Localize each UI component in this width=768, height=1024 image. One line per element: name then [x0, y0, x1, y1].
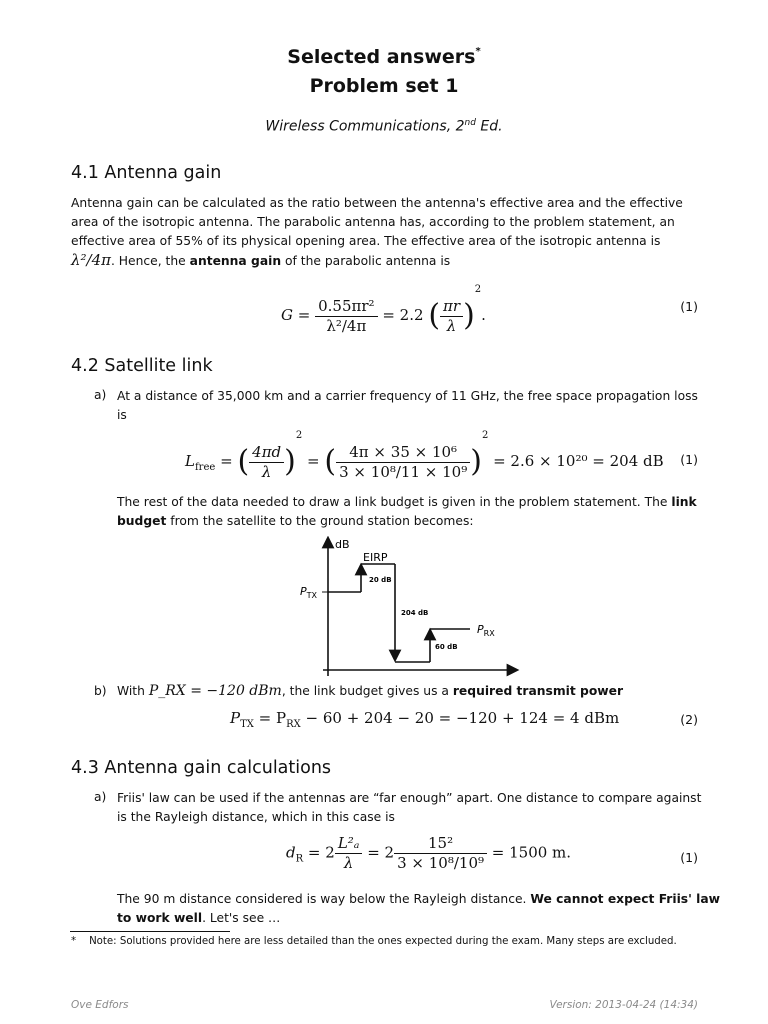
equation-number: (1)	[680, 850, 698, 865]
footnote-text: Note: Solutions provided here are less detailed than the ones expected during the exam. Many steps are excluded.	[89, 936, 677, 947]
transmit-power-equation: $P_{TX} = P_{RX} - 60 + 204 - 20 = -120 + 124 = 4$ dBm	[230, 709, 620, 730]
section-heading-4-3: 4.3 Antenna gain calculations	[71, 758, 332, 778]
section-4-2-b-text: With P_RX = −120 dBm, the link budget gives us a required transmit power	[117, 683, 624, 699]
rayleigh-distance-equation: $d_R = 2$ $\frac{\text{L²ₐ}}{\lambda}$ = 2 $\frac{\text{15²}}{\text{3 × 10⁸/10⁹}}$ = 1500 m.	[286, 834, 572, 872]
book-reference: Wireless Communications, 2nd Ed.	[265, 118, 503, 135]
footnote	[71, 936, 677, 947]
prx-label: $P_{RX}$	[477, 623, 495, 638]
free-space-loss-equation: $L_{free}$ = ( $\frac{4\pi d}{\lambda}$ )$^2$ = ( $\frac{\text{4π × 35 × 10⁶}}{\text{3 × 10⁸/11 × 10⁹}}$ )$^2$ = 2.6 × 10²⁰ = 204 dB	[185, 430, 664, 481]
section-4-2-a-after: The rest of the data needed to draw a link budget is given in the problem statement. The link budget from the satellite to the ground station becomes:	[117, 495, 697, 528]
section-heading-4-2: 4.2 Satellite link	[71, 356, 213, 376]
footnote-marker: *	[71, 936, 77, 947]
item-label-a: a)	[94, 388, 107, 402]
footnote-divider	[70, 931, 230, 932]
footer-author: Ove Edfors	[71, 999, 129, 1011]
section-4-2-a-text: At a distance of 35,000 km and a carrier frequency of 11 GHz, the free space propagation loss is	[117, 389, 698, 422]
item-label-a: a)	[94, 790, 107, 804]
rx-gain-label: 60 dB	[435, 643, 458, 651]
equation-number: (2)	[680, 712, 698, 727]
y-axis-label: dB	[335, 538, 350, 551]
page-subtitle-problem-set: Problem set 1	[309, 75, 459, 97]
item-label-b: b)	[94, 684, 107, 698]
footer-version: Version: 2013-04-24 (14:34)	[549, 999, 698, 1011]
ptx-label: $P_{TX}$	[300, 585, 318, 600]
equation-number: (1)	[680, 452, 698, 467]
section-heading-4-1: 4.1 Antenna gain	[71, 163, 222, 183]
eirp-label: EIRP	[363, 551, 388, 564]
path-loss-label: 204 dB	[401, 609, 429, 617]
title-footnote-marker: *	[475, 46, 481, 57]
antenna-gain-equation: G = $\frac{\text{0.55πr²}}{\text{λ²/4π}}$ = 2.2 ( $\frac{\pi r}{\lambda}$ )$^2$.	[281, 284, 486, 335]
equation-number: (1)	[680, 299, 698, 314]
link-budget-diagram	[295, 536, 520, 682]
tx-gain-label: 20 dB	[369, 576, 392, 584]
section-4-1-body: Antenna gain can be calculated as the ratio between the antenna's effective area and the effective area of the isotropic antenna. The parabolic antenna has, according to the problem statement, an effective area of 55% of its physical opening area. The effective area of the isotropic antenna is λ²/4π. Hence, the antenna gain of the parabolic antenna is	[71, 196, 683, 269]
title-line1: Selected answers	[287, 46, 476, 68]
page-title	[0, 46, 768, 68]
section-4-3-a-text: Friis' law can be used if the antennas are “far enough” apart. One distance to compare against is the Rayleigh distance, which in this case is	[117, 791, 702, 824]
section-4-3-a-after: The 90 m distance considered is way below the Rayleigh distance. We cannot expect Friis' law to work well. Let's see …	[117, 892, 721, 925]
